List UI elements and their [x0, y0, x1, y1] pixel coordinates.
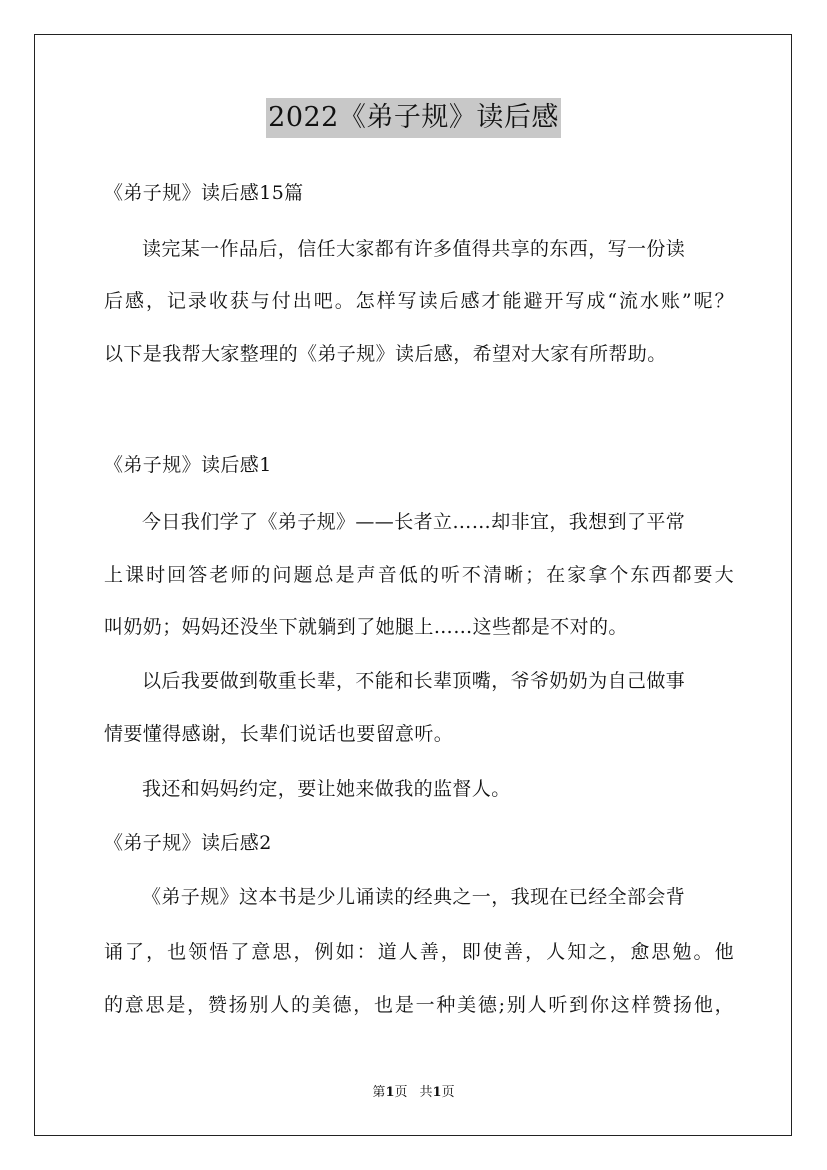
- page-footer: [0, 1084, 827, 1102]
- s2-para1-line-2: 诵了，也领悟了意思，例如：道人善，即使善，人知之，愈思勉。他: [104, 941, 734, 963]
- page-suffix: 页: [394, 1085, 408, 1100]
- intro-line-2: 后感，记录收获与付出吧。怎样写读后感才能避开写成“流水账”呢？: [104, 290, 734, 312]
- s1-para1-line-2: 上课时回答老师的问题总是声音低的听不清晰；在家拿个东西都要大: [104, 564, 734, 586]
- s1-para2-line-1: 以后我要做到敬重长辈，不能和长辈顶嘴，爷爷奶奶为自己做事: [142, 670, 686, 692]
- page-prefix: 第: [372, 1085, 386, 1100]
- s2-para1-line-1: 《弟子规》这本书是少儿诵读的经典之一，我现在已经全部会背: [142, 886, 686, 908]
- s1-para1-line-1: 今日我们学了《弟子规》——长者立……却非宜，我想到了平常: [142, 511, 686, 533]
- total-pages: 1: [432, 1085, 442, 1100]
- document-title: 2022《弟子规》读后感: [266, 98, 561, 138]
- s1-para3-line-1: 我还和妈妈约定，要让她来做我的监督人。: [142, 778, 511, 800]
- document-subtitle: 《弟子规》读后感15篇: [104, 182, 304, 204]
- title-container: [0, 98, 827, 138]
- page-number: 1: [385, 1085, 395, 1100]
- s1-para1-line-3: 叫奶奶；妈妈还没坐下就躺到了她腿上……这些都是不对的。: [104, 616, 628, 638]
- total-prefix: 共: [419, 1085, 433, 1100]
- intro-line-1: 读完某一作品后，信任大家都有许多值得共享的东西，写一份读: [142, 238, 686, 260]
- intro-line-3: 以下是我帮大家整理的《弟子规》读后感，希望对大家有所帮助。: [104, 343, 667, 365]
- s1-para2-line-2: 情要懂得感谢，长辈们说话也要留意听。: [104, 723, 454, 745]
- s2-para1-line-3: 的意思是，赞扬别人的美德，也是一种美德;别人听到你这样赞扬他，: [104, 994, 734, 1016]
- section-2-heading: 《弟子规》读后感2: [104, 832, 272, 854]
- total-suffix: 页: [441, 1085, 455, 1100]
- section-1-heading: 《弟子规》读后感1: [104, 454, 272, 476]
